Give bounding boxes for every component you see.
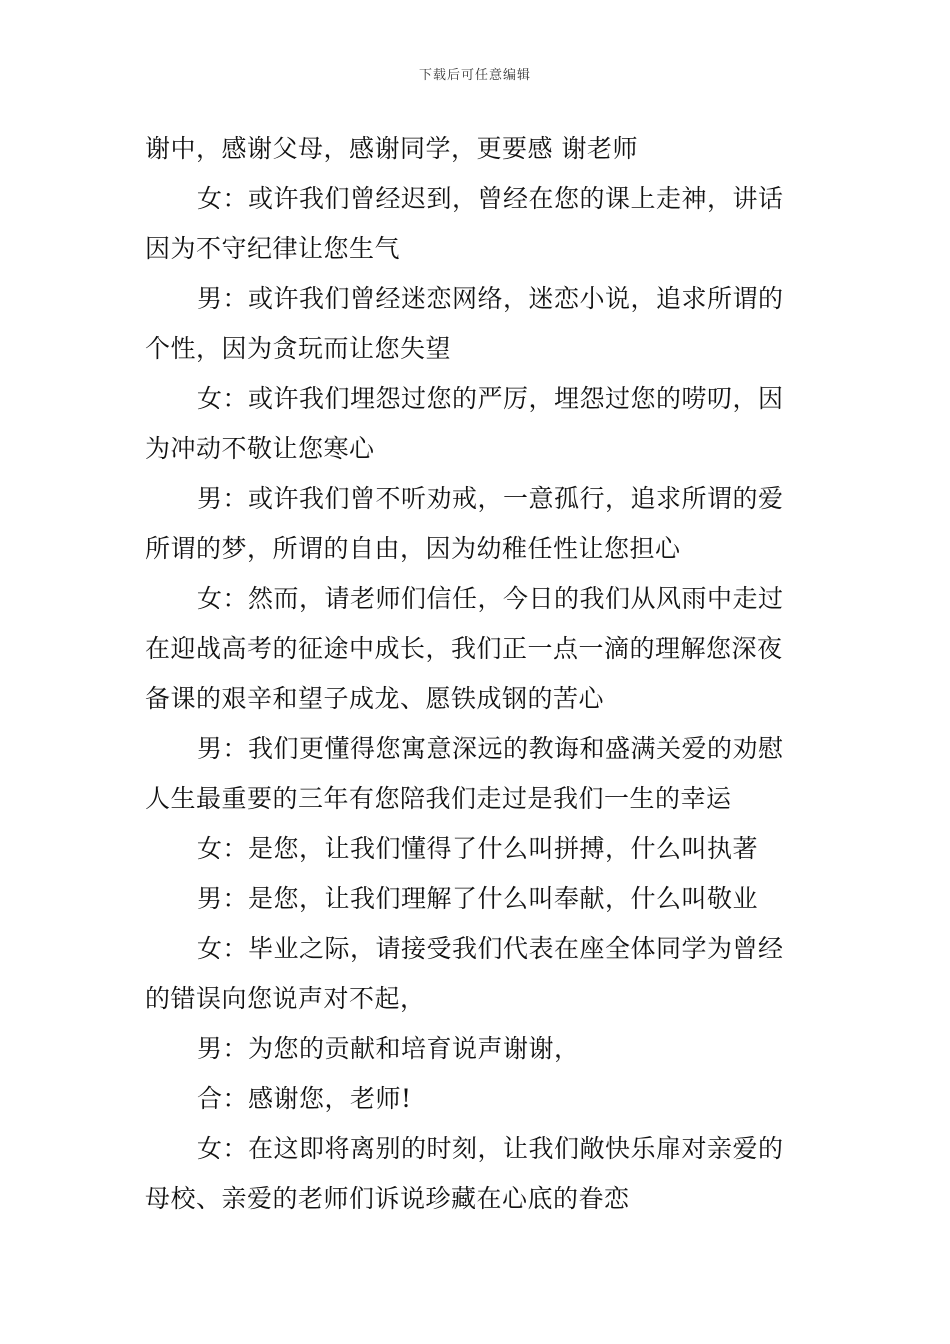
text-line: 个性，因为贪玩而让您失望	[145, 334, 452, 363]
dialogue-line-female: 女：在这即将离别的时刻，让我们敞快乐扉对亲爱的	[197, 1134, 784, 1163]
dialogue-line-male: 男：我们更懂得您寓意深远的教诲和盛满关爱的劝慰	[197, 734, 784, 763]
dialogue-line-male: 男：或许我们曾不听劝戒，一意孤行，追求所谓的爱	[197, 484, 784, 513]
dialogue-line-male: 男：是您，让我们理解了什么叫奉献，什么叫敬业	[197, 884, 759, 913]
text-line: 在迎战高考的征途中成长，我们正一点一滴的理解您深夜	[145, 634, 783, 663]
dialogue-line-female: 女：然而，请老师们信任，今日的我们从风雨中走过	[197, 584, 784, 613]
dialogue-line-together: 合：感谢您，老师!	[197, 1084, 412, 1113]
document-body	[145, 124, 810, 1224]
page-header: 下载后可任意编辑	[418, 68, 531, 83]
text-line: 人生最重要的三年有您陪我们走过是我们一生的幸运	[145, 784, 732, 813]
text-line: 谢中，感谢父母，感谢同学，更要感 谢老师	[145, 134, 638, 163]
dialogue-line-male: 男：或许我们曾经迷恋网络，迷恋小说，追求所谓的	[197, 284, 784, 313]
dialogue-line-male: 男：为您的贡献和培育说声谢谢，	[197, 1034, 580, 1063]
text-line: 所谓的梦，所谓的自由，因为幼稚任性让您担心	[145, 534, 681, 563]
dialogue-line-female: 女：是您，让我们懂得了什么叫拼搏，什么叫执著	[197, 834, 759, 863]
text-line: 因为不守纪律让您生气	[145, 234, 401, 263]
text-line: 的错误向您说声对不起，	[145, 984, 426, 1013]
text-line: 母校、亲爱的老师们诉说珍藏在心底的眷恋	[145, 1184, 630, 1213]
text-line: 备课的艰辛和望子成龙、愿铁成钢的苦心	[145, 684, 605, 713]
dialogue-line-female: 女：毕业之际，请接受我们代表在座全体同学为曾经	[197, 934, 784, 963]
dialogue-line-female: 女：或许我们曾经迟到，曾经在您的课上走神，讲话	[197, 184, 784, 213]
text-line: 为冲动不敬让您寒心	[145, 434, 375, 463]
dialogue-line-female: 女：或许我们埋怨过您的严厉，埋怨过您的唠叨，因	[197, 384, 784, 413]
